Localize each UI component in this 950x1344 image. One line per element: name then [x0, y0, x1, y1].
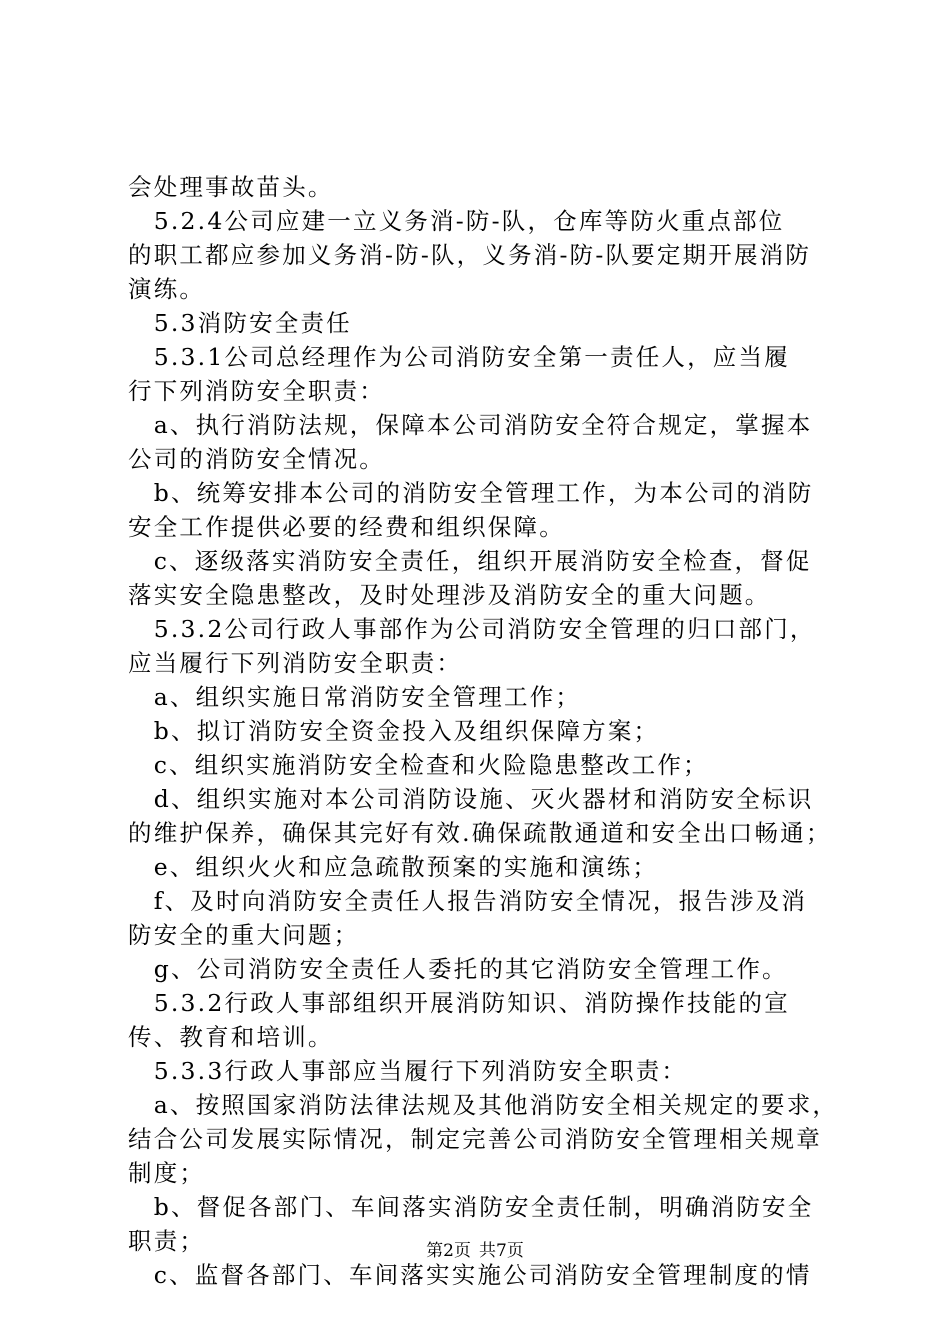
text-line: 制度；	[128, 1159, 206, 1187]
text-line: 应当履行下列消防安全职责：	[128, 649, 463, 677]
text-line: a、组织实施日常消防安全管理工作；	[128, 683, 582, 711]
text-line: c、监督各部门、车间落实实施公司消防安全管理制度的情	[128, 1261, 812, 1289]
text-line: 5.3.1公司总经理作为公司消防安全第一责任人，应当履	[128, 343, 790, 371]
text-line: 5.3.3行政人事部应当履行下列消防安全职责：	[128, 1057, 688, 1085]
text-line: 演练。	[128, 275, 206, 303]
section-heading: 5.3消防安全责任	[128, 309, 352, 337]
text-line: e、组织火火和应急疏散预案的实施和演练；	[128, 853, 659, 881]
text-line: 5.2.4公司应建一立义务消-防-队，仓库等防火重点部位	[128, 207, 785, 235]
text-line: b、统筹安排本公司的消防安全管理工作，为本公司的消防	[128, 479, 814, 507]
page-footer	[0, 1239, 950, 1263]
text-line: 安全工作提供必要的经费和组织保障。	[128, 513, 565, 541]
text-line: g、公司消防安全责任人委托的其它消防安全管理工作。	[128, 955, 788, 983]
text-line: a、执行消防法规，保障本公司消防安全符合规定，掌握本	[128, 411, 813, 439]
text-line: 的职工都应参加义务消-防-队，义务消-防-队要定期开展消防	[128, 241, 812, 269]
text-line: a、按照国家消防法律法规及其他消防安全相关规定的要求，	[128, 1091, 839, 1119]
text-line: 5.3.2行政人事部组织开展消防知识、消防操作技能的宣	[128, 989, 790, 1017]
document-body	[128, 170, 840, 1292]
text-line: 传、教育和培训。	[128, 1023, 334, 1051]
text-line: f、及时向消防安全责任人报告消防安全情况，报告涉及消	[128, 887, 808, 915]
text-line: b、拟订消防安全资金投入及组织保障方案；	[128, 717, 660, 745]
text-line: 公司的消防安全情况。	[128, 445, 385, 473]
text-line: b、督促各部门、车间落实消防安全责任制，明确消防安全	[128, 1193, 814, 1221]
page-total: 共7页	[479, 1241, 524, 1261]
page-number: 第2页	[426, 1241, 471, 1261]
text-line: c、组织实施消防安全检查和火险隐患整改工作；	[128, 751, 709, 779]
text-line: 行下列消防安全职责：	[128, 377, 385, 405]
text-line: 会处理事故苗头。	[128, 173, 334, 201]
text-line: 5.3.2公司行政人事部作为公司消防安全管理的归口部门，	[128, 615, 816, 643]
text-line: 职责；	[128, 1227, 206, 1255]
text-line: 防安全的重大问题；	[128, 921, 360, 949]
text-line: c、逐级落实消防安全责任，组织开展消防安全检查，督促	[128, 547, 812, 575]
text-line: 的维护保养，确保其完好有效.确保疏散通道和安全出口畅通；	[128, 819, 832, 847]
text-line: d、组织实施对本公司消防设施、灭火器材和消防安全标识	[128, 785, 814, 813]
text-line: 落实安全隐患整改，及时处理涉及消防安全的重大问题。	[128, 581, 771, 609]
text-line: 结合公司发展实际情况，制定完善公司消防安全管理相关规章	[128, 1125, 822, 1153]
